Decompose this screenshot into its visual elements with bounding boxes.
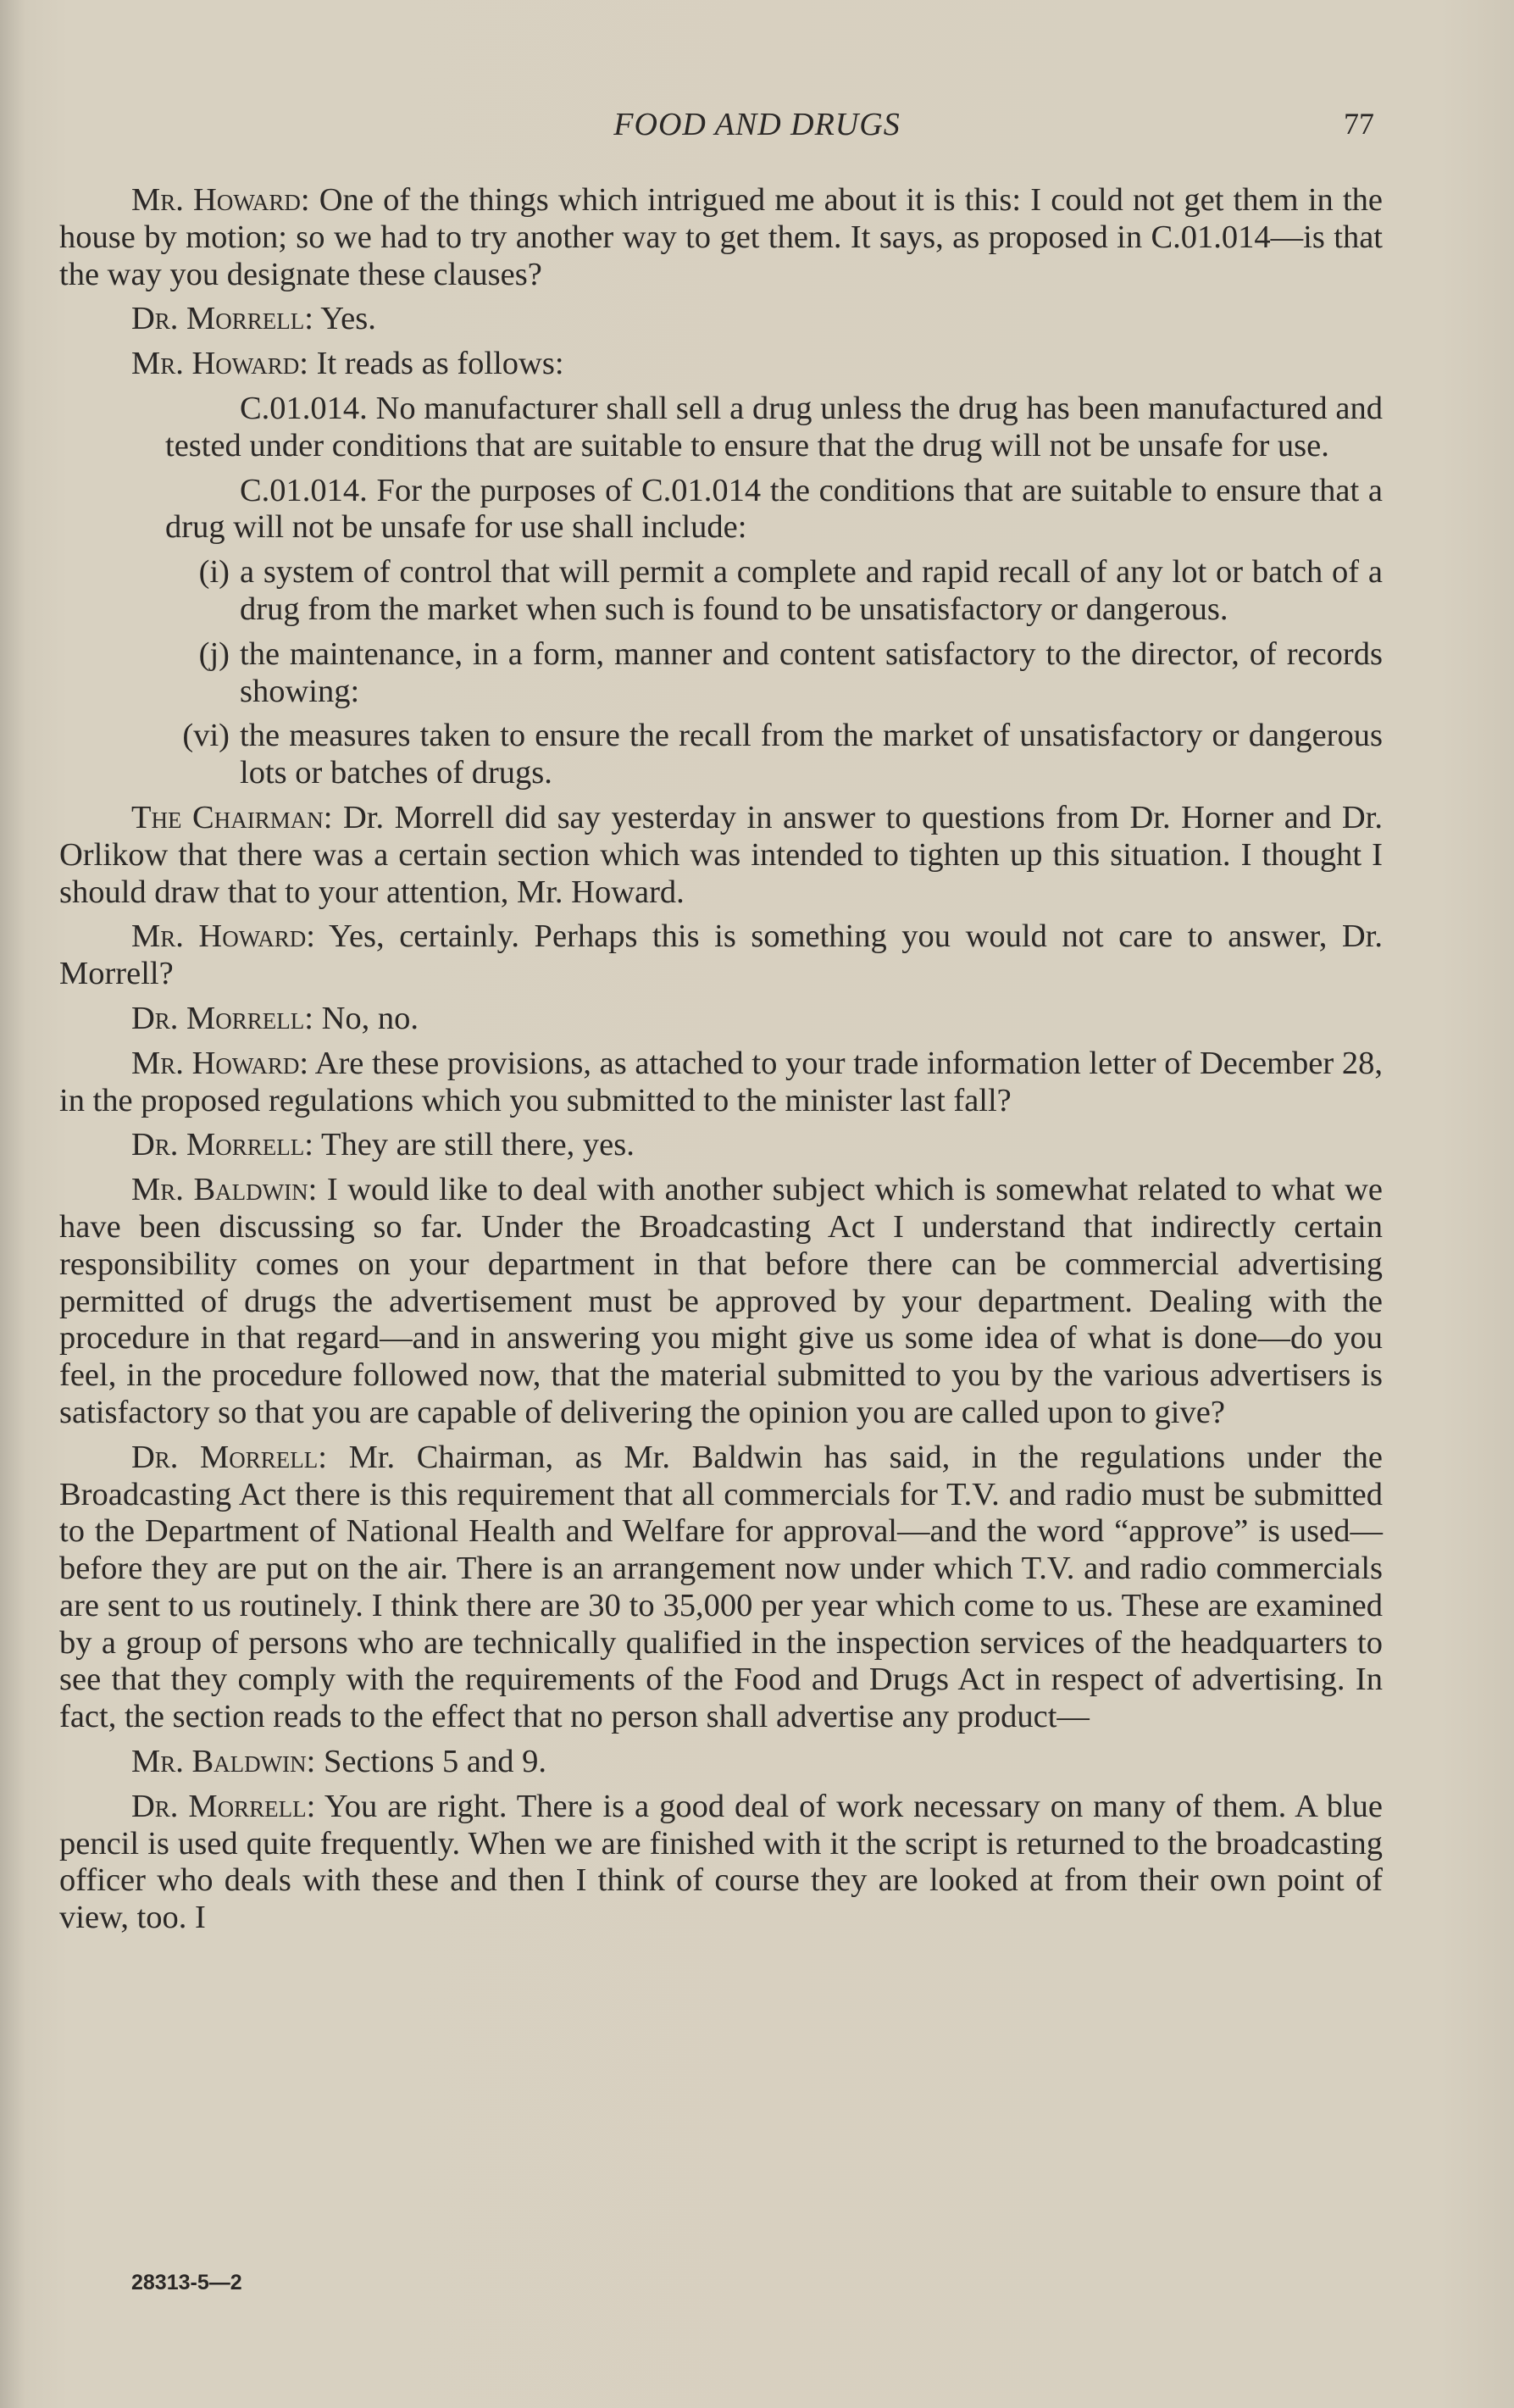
speaker-name: Mr. Baldwin:	[131, 1744, 316, 1780]
regulation-item	[59, 718, 1383, 792]
paragraph	[59, 918, 1383, 993]
paragraph-text: It reads as follows:	[316, 346, 564, 382]
speaker-name: Dr. Morrell:	[131, 1127, 313, 1163]
paragraph-text: I would like to deal with another subject which is somewhat related to what we have been discussing so far. Under the Broadcasting Act I understand that indirectly certain responsibility comes on your department in that before there can be commercial advertising permitted of drugs the advertisement must be approved by your department. Dealing with the procedure in that regard—and in answering you might give us some idea of what is done—do you feel, in the procedure followed now, that the material submitted to you by the various advertisers is satisfactory so that you are capable of delivering the opinion you are called upon to give?	[59, 1172, 1383, 1430]
page-header	[0, 106, 1514, 157]
quoted-regulation: C.01.014. No manufacturer shall sell a drug unless the drug has been manufactured and tested under conditions that are suitable to ensure that the drug will not be unsafe for use.	[165, 390, 1383, 463]
paragraph	[59, 346, 1383, 383]
speaker-name: Mr. Howard:	[131, 918, 315, 955]
regulation-item	[59, 554, 1383, 629]
paragraph	[59, 1046, 1383, 1120]
speaker-name: Mr. Howard:	[131, 346, 308, 382]
paragraph-text: Sections 5 and 9.	[323, 1744, 547, 1780]
speaker-name: The Chairman:	[131, 799, 333, 835]
paragraph	[59, 1172, 1383, 1432]
quoted-regulation: C.01.014. For the purposes of C.01.014 the conditions that are suitable to ensure that a drug will not be unsafe for use shall include:	[165, 472, 1383, 546]
paragraph	[59, 1127, 1383, 1164]
paragraph-text: They are still there, yes.	[320, 1127, 635, 1163]
item-text: the measures taken to ensure the recall from the market of unsatisfactory or dangerous lots or batches of drugs.	[240, 718, 1383, 791]
paragraph	[59, 1001, 1383, 1038]
speaker-name: Dr. Morrell:	[131, 301, 313, 337]
paragraph-text: Mr. Chairman, as Mr. Baldwin has said, in the regulations under the Broadcasting Act there is this requirement that all commercials for T.V. and radio must be submitted to the Department of National Health and Welfare for approval—and the word “approve” is used—before they are put on the air. There is an arrangement now under which T.V. and radio commercials are sent to us routinely. I think there are 30 to 35,000 per year which come to us. These are examined by a group of persons who are technically qualified in the inspection services of the headquarters to see that they comply with the requirements of the Food and Drugs Act in respect of advertising. In fact, the section reads to the effect that no person shall advertise any product—	[59, 1439, 1383, 1735]
paragraph-text: No, no.	[321, 1000, 419, 1036]
item-text: the maintenance, in a form, manner and content satisfactory to the director, of records showing:	[240, 635, 1383, 709]
item-text: a system of control that will permit a complete and rapid recall of any lot or batch of a drug from the market when such is found to be unsatisfactory or dangerous.	[240, 554, 1383, 627]
page-body	[59, 182, 1383, 1945]
paragraph-text: Dr. Morrell did say yesterday in answer to questions from Dr. Horner and Dr. Orlikow that there was a certain section which was intended to tighten up this situation. I thought I should draw that to your attention, Mr. Howard.	[59, 799, 1383, 910]
item-label: (i)	[198, 554, 230, 591]
item-label: (vi)	[182, 718, 230, 754]
speaker-name: Mr. Baldwin:	[131, 1172, 318, 1208]
paragraph-text: Are these provisions, as attached to your trade information letter of December 28, in the proposed regulations which you submitted to the minister last fall?	[59, 1045, 1383, 1118]
speaker-name: Dr. Morrell:	[131, 1439, 327, 1475]
speaker-name: Dr. Morrell:	[131, 1788, 316, 1824]
speaker-name: Dr. Morrell:	[131, 1000, 313, 1036]
signature-mark: 28313-5—2	[131, 2271, 242, 2294]
paragraph-text: Yes.	[320, 301, 376, 337]
item-label: (j)	[198, 635, 230, 672]
page-number: 77	[1344, 107, 1374, 141]
paragraph	[59, 1440, 1383, 1736]
paragraph	[59, 1744, 1383, 1781]
running-title: FOOD AND DRUGS	[613, 107, 901, 142]
speaker-name: Mr. Howard:	[131, 182, 310, 218]
paragraph	[59, 182, 1383, 293]
paragraph	[59, 1789, 1383, 1937]
regulation-item	[59, 636, 1383, 711]
speaker-name: Mr. Howard:	[131, 1045, 309, 1081]
paragraph-text: Yes, certainly. Perhaps this is something you would not care to answer, Dr. Morrell?	[59, 918, 1383, 992]
paragraph-text: You are right. There is a good deal of work necessary on many of them. A blue pencil is used quite frequently. When we are finished with it the script is returned to the broadcasting officer who deals with these and then I think of course they are looked at from their own point of view, too. I	[59, 1788, 1383, 1936]
paragraph	[59, 301, 1383, 338]
paragraph	[59, 800, 1383, 911]
paragraph-text: One of the things which intrigued me about it is this: I could not get them in the house by motion; so we had to try another way to get them. It says, as proposed in C.01.014—is that the way you designate these clauses?	[59, 182, 1383, 292]
